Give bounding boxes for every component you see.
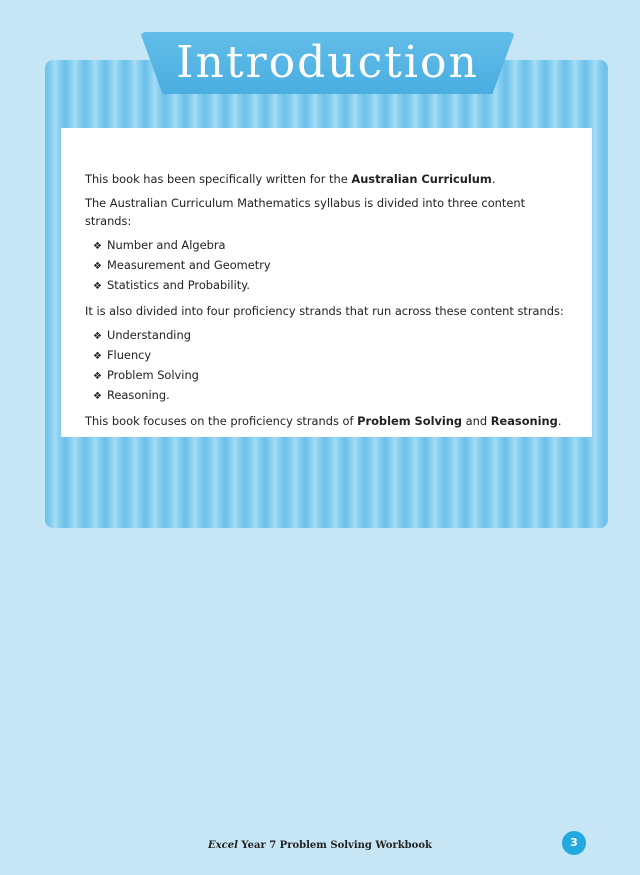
focus-paragraph [85, 412, 568, 430]
focus-text: This book focuses on the proficiency strands of [85, 414, 358, 428]
list-item-text: Statistics and Probability. [107, 278, 250, 292]
diamond-bullet-icon: ❖ [93, 391, 102, 402]
diamond-bullet-icon: ❖ [93, 281, 102, 292]
list-item [93, 326, 568, 346]
focus-period: . [557, 414, 562, 428]
list-item-text: Fluency [107, 348, 152, 362]
list-item-text: Measurement and Geometry [107, 258, 271, 272]
list-item [93, 346, 568, 366]
list-item [93, 256, 568, 276]
content-box [61, 128, 592, 437]
list-item-text: Number and Algebra [107, 238, 226, 252]
list-item [93, 276, 568, 296]
footer-title-text: Year 7 Problem Solving Workbook [237, 840, 432, 851]
page-number-badge: 3 [562, 831, 586, 855]
list-item-text: Understanding [107, 328, 191, 342]
intro-period: . [491, 172, 496, 186]
content-strands-paragraph: The Australian Curriculum Mathematics syllabus is divided into three content strands: [85, 196, 526, 228]
problem-solving-bold: Problem Solving [357, 414, 463, 428]
diamond-bullet-icon: ❖ [93, 241, 102, 252]
diamond-bullet-icon: ❖ [93, 331, 102, 342]
intro-paragraph [85, 170, 568, 188]
list-item-text: Reasoning. [107, 388, 170, 402]
reasoning-bold: Reasoning [490, 414, 558, 428]
footer-book-title [180, 840, 460, 851]
page-title: Introduction [176, 37, 479, 88]
list-item [93, 366, 568, 386]
proficiency-strands-list [85, 326, 568, 406]
diamond-bullet-icon: ❖ [93, 351, 102, 362]
australian-curriculum-bold: Australian Curriculum [351, 172, 492, 186]
list-item-text: Problem Solving [107, 368, 199, 382]
diamond-bullet-icon: ❖ [93, 261, 102, 272]
proficiency-strands-paragraph: It is also divided into four proficiency strands that run across these content strands: [85, 304, 564, 318]
focus-and: and [462, 414, 491, 428]
list-item [93, 386, 568, 406]
content-strands-list [85, 236, 568, 296]
footer-series: Excel [208, 840, 238, 851]
list-item [93, 236, 568, 256]
diamond-bullet-icon: ❖ [93, 371, 102, 382]
intro-text: This book has been specifically written for the [85, 172, 352, 186]
